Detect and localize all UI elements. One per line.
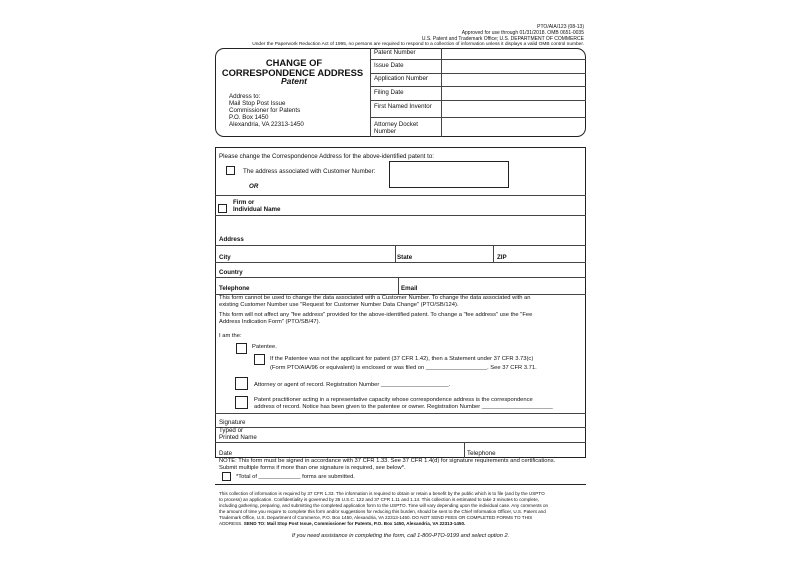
title-line-1: CHANGE OF [265,57,323,68]
address-line: Commissioner for Patents [229,107,301,114]
statement-checkbox[interactable] [254,354,265,365]
address-line: P.O. Box 1450 [229,114,269,121]
title-line-2: CORRESPONDENCE ADDRESS [221,67,364,78]
burden-address-label: ADDRESS. [219,521,243,526]
send-to-address: SEND TO: Mail Stop Post Issue, Commissioner for Patents, P.O. Box 1450, Alexandria, VA 22313-1450. [243,521,466,526]
typed-name-label-2: Printed Name [219,434,257,441]
city-label: City [219,254,231,261]
firm-label-1: Firm or [233,199,255,206]
total-forms-label: *Total of _____________ forms are submitted. [236,474,355,480]
practitioner-checkbox[interactable] [235,396,248,409]
burden-line-5: Trademark Office, U.S. Department of Commerce, P.O. Box 1450, Alexandria, VA 22313-1450. DO NOT SEND FEES OR COMPLETED FORMS TO THIS [219,515,533,520]
customer-number-field[interactable] [389,161,509,188]
address-label: Address [219,236,244,243]
first-named-inventor-label: First Named Inventor [374,103,432,110]
telephone-label: Telephone [219,285,250,292]
address-line: Mail Stop Post Issue [229,100,286,107]
attorney-docket-label-2: Number [374,128,397,135]
form-number: PTO/AIA/123 (08-13) [537,24,584,30]
agency-line: U.S. Patent and Trademark Office; U.S. DEPARTMENT OF COMMERCE [421,36,584,42]
burden-line-6 [219,522,465,527]
burden-line-3: including gathering, preparing, and submitting the completed application form to the USPTO. Time will vary depending upon the individual case. Any comments on [219,503,549,508]
issue-date-label: Issue Date [374,62,404,69]
address-line: Alexandria, VA 22313-1450 [229,121,304,128]
country-label: Country [219,269,243,276]
customer-number-label: The address associated with Customer Number: [243,168,376,175]
firm-label-2: Individual Name [233,206,281,213]
note-fee-address-1: This form will not affect any "fee address" provided for the above-identified patent. To change a "fee address" use the "Fee [219,312,533,318]
practitioner-line-1: Patent practitioner acting in a representative capacity whose correspondence address is the correspondence [254,397,533,403]
total-forms-checkbox[interactable] [222,472,231,481]
patent-number-label: Patent Number [374,49,416,56]
signature-note-1: NOTE: This form must be signed in accordance with 37 CFR 1.33. See 37 CFR 1.4(d) for signature requirements and certifications. [219,458,556,464]
burden-line-1: This collection of information is required by 37 CFR 1.33. The information is required to obtain or retain a benefit by the public which is to file (and by the USPTO [219,491,545,496]
note-fee-address-2: Address Indication Form" (PTO/SB/47). [219,319,321,325]
statement-line-1: If the Patentee was not the applicant for patent (37 CFR 1.42), then a Statement under 37 CFR 3.73(c) [270,356,534,362]
burden-line-2: to process) an application. Confidentiality is governed by 35 U.S.C. 122 and 37 CFR 1.11 and 1.14. This collection is estimated to take 3 minutes to complete, [219,497,540,502]
address-line: Address to: [229,93,261,100]
note-customer-number-2: existing Customer Number use "Request for Customer Number Data Change" (PTO/SB/124). [219,302,459,308]
title-line-3: Patent [281,76,307,86]
patentee-label: Patentee. [252,344,277,350]
attorney-docket-label: Attorney Docket [374,121,419,128]
application-number-label: Application Number [374,75,428,82]
statement-line-2: (Form PTO/AIA/96 or equivalent) is enclosed or was filed on ___________________. See 37 CFR 3.71. [270,365,537,371]
iam-label: I am the: [219,333,242,339]
omb-approval: Approved for use through 01/31/2018. OMB 0651-0035 [461,30,584,36]
customer-number-checkbox[interactable] [226,166,235,175]
assistance-footer: If you need assistance in completing the form, call 1-800-PTO-9199 and select option 2. [291,533,510,539]
date-label: Date [219,450,233,457]
or-label: OR [249,183,259,190]
signature-note-2: Submit multiple forms if more than one signature is required, see below*. [219,465,406,471]
note-customer-number-1: This form cannot be used to change the data associated with a Customer Number. To change the data associated with an [219,295,531,301]
firm-checkbox[interactable] [218,204,227,213]
signature-label: Signature [219,419,246,426]
attorney-label: Attorney or agent of record. Registration Number _____________________. [254,382,451,388]
zip-label: ZIP [497,254,507,261]
signature-telephone-label: Telephone [467,450,496,457]
state-label: State [397,254,413,261]
paperwork-notice: Under the Paperwork Reduction Act of 1995, no persons are required to respond to a collection of information unless it displays a valid OMB control number. [252,42,584,47]
patentee-checkbox[interactable] [236,343,247,354]
practitioner-line-2: address of record. Notice has been given to the patentee or owner. Registration Number ______________________ [254,404,553,410]
filing-date-label: Filing Date [374,89,404,96]
change-intro: Please change the Correspondence Address for the above-identified patent to: [219,153,434,160]
burden-line-4: the amount of time you require to complete this form and/or suggestions for reducing this burden, should be sent to the Chief Information Officer, U.S. Patent and [219,509,546,514]
email-label: Email [401,285,418,292]
typed-name-label-1: Typed or [219,427,244,434]
attorney-checkbox[interactable] [235,377,248,390]
